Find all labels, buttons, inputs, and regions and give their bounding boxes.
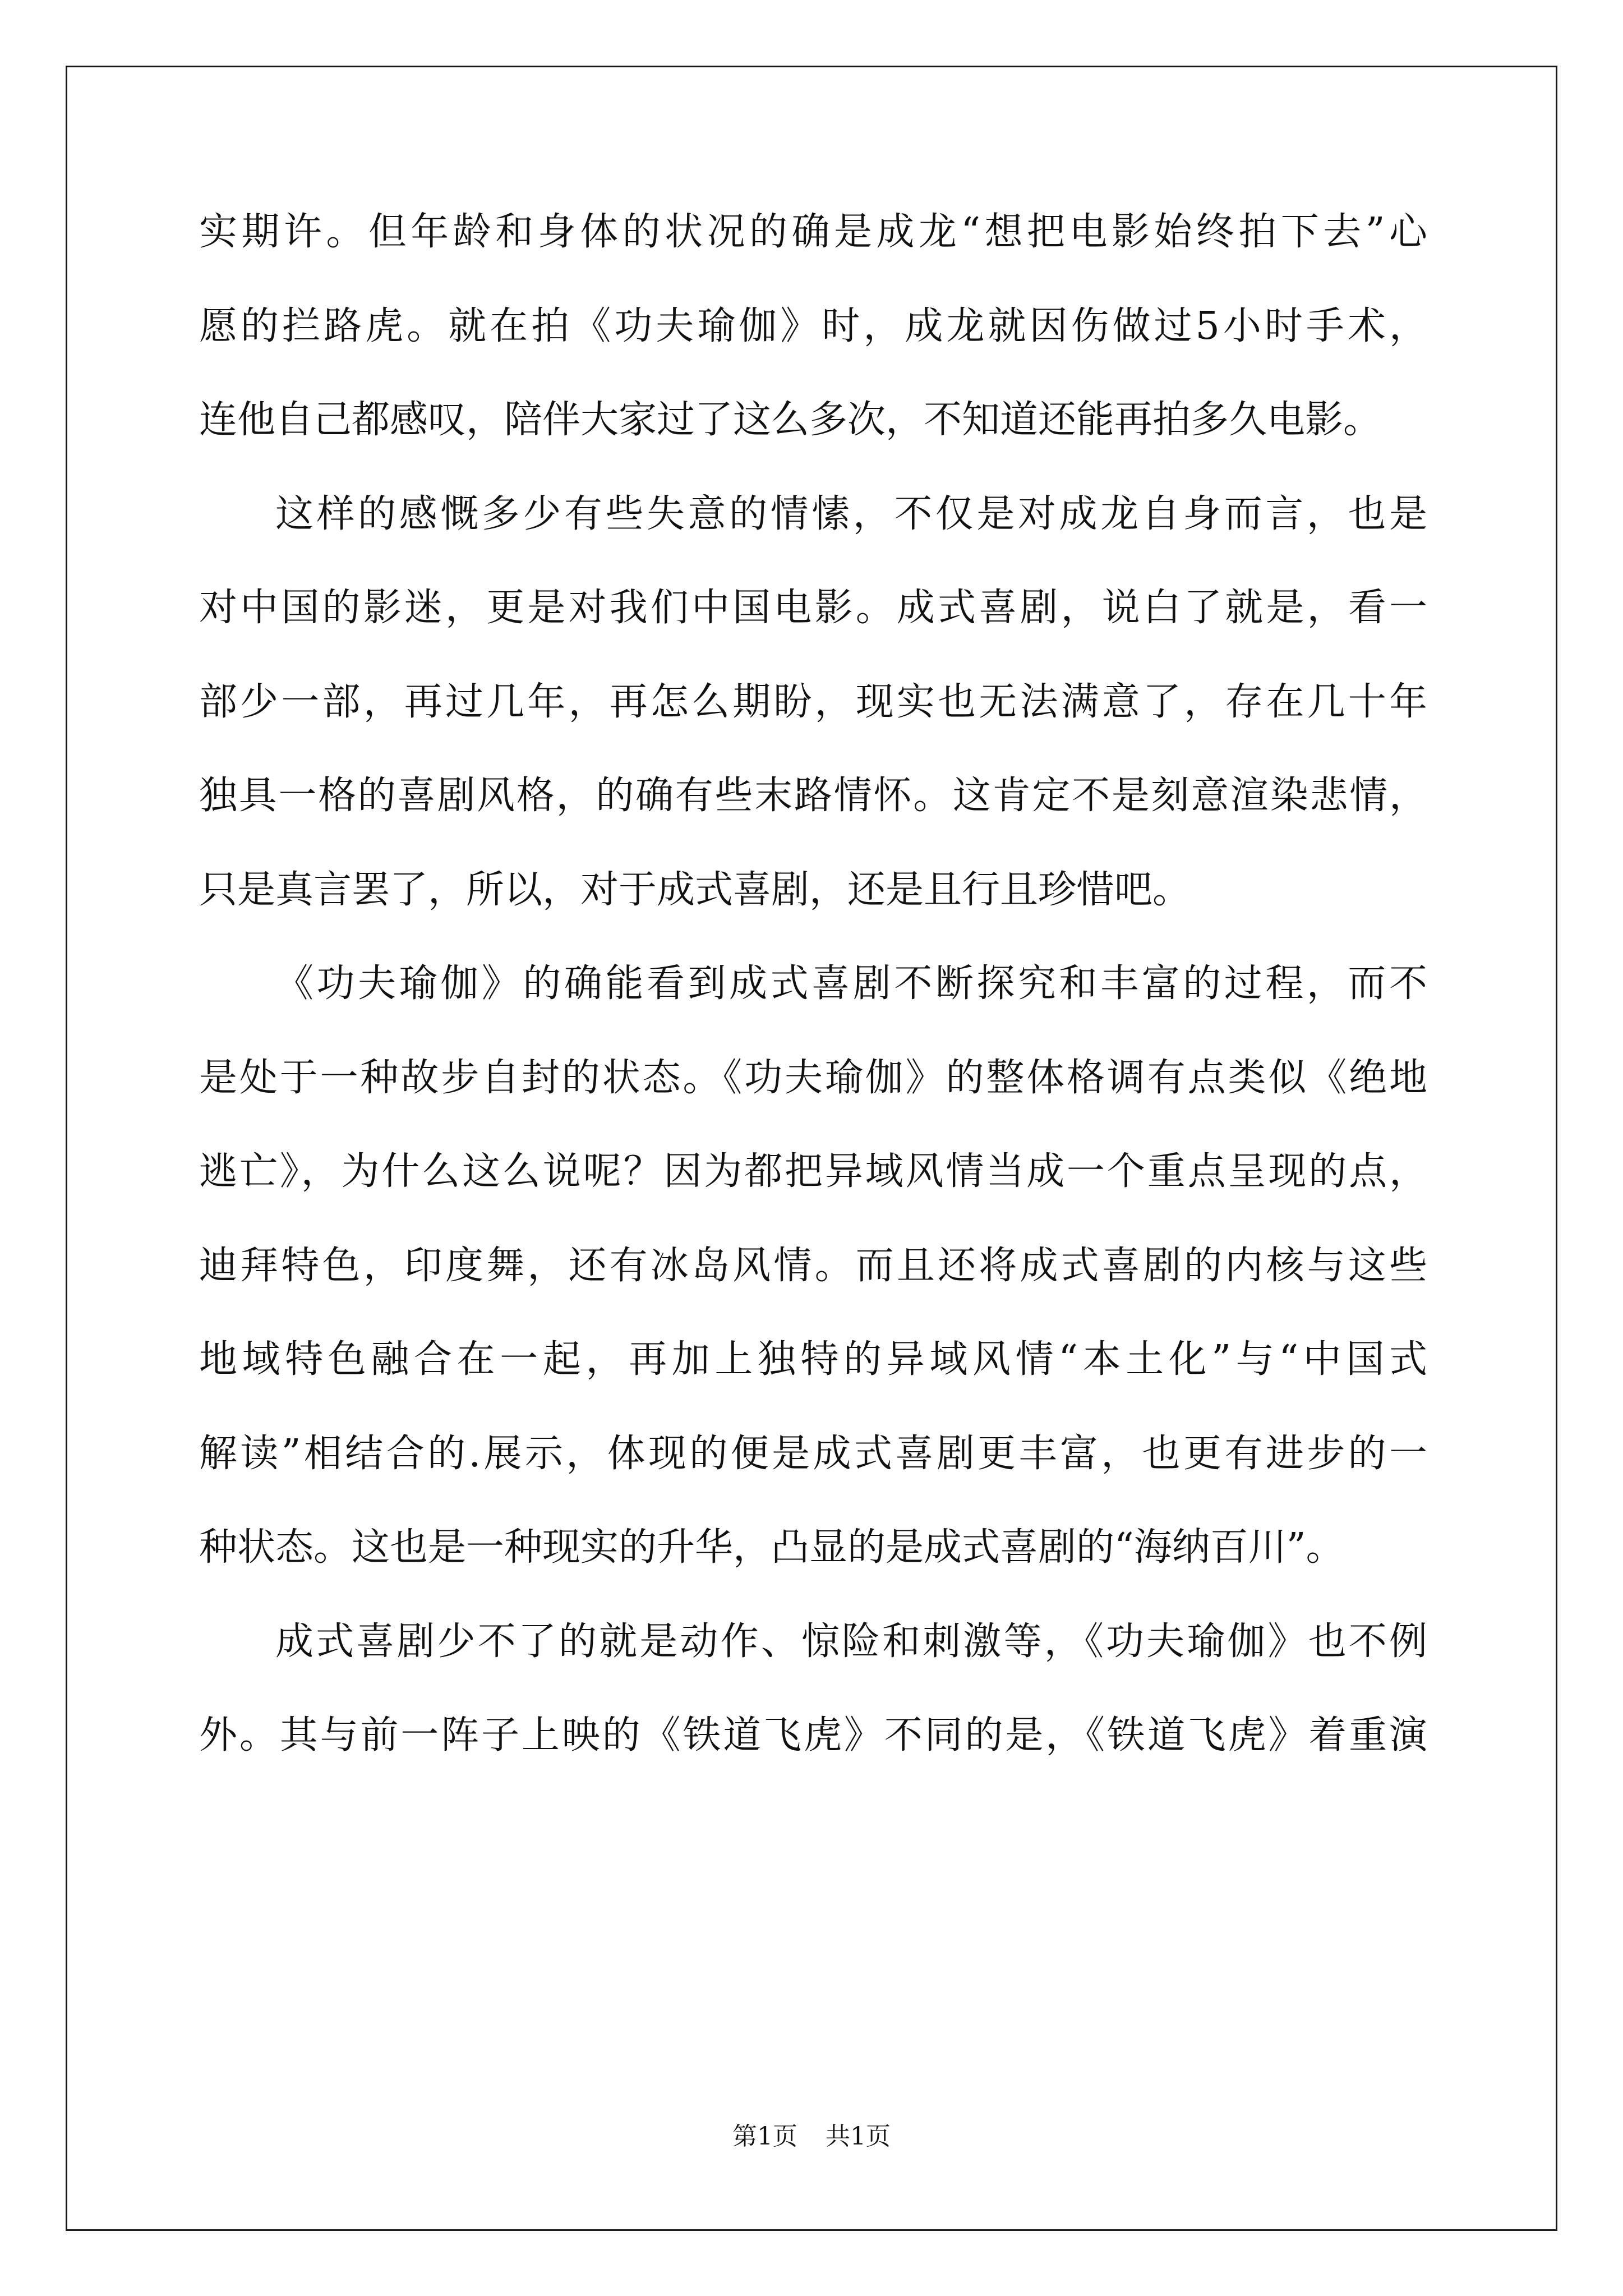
text-line: 地域特色融合在一起，再加上独特的异域风情“本土化”与“中国式	[199, 1337, 1427, 1382]
text-line: 外。其与前一阵子上映的《铁道飞虎》不同的是，《铁道飞虎》着重演	[199, 1713, 1427, 1757]
text-line: 解读”相结合的.展示，体现的便是成式喜剧更丰富，也更有进步的一	[199, 1431, 1427, 1476]
page-number: 第1页	[732, 2122, 797, 2151]
page-footer	[0, 2116, 1623, 2152]
text-line: 愿的拦路虎。就在拍《功夫瑜伽》时，成龙就因伤做过5小时手术，	[199, 303, 1427, 348]
text-line: 只是真言罢了，所以，对于成式喜剧，还是且行且珍惜吧。	[199, 867, 1191, 912]
text-line: 《功夫瑜伽》的确能看到成式喜剧不断探究和丰富的过程，而不	[275, 961, 1427, 1006]
text-line: 成式喜剧少不了的就是动作、惊险和刺激等，《功夫瑜伽》也不例	[275, 1619, 1427, 1664]
text-line: 是处于一种故步自封的状态。《功夫瑜伽》的整体格调有点类似《绝地	[199, 1055, 1427, 1100]
page-total: 共1页	[826, 2122, 891, 2151]
text-line: 逃亡》，为什么这么说呢？因为都把异域风情当成一个重点呈现的点，	[199, 1149, 1427, 1194]
text-line: 独具一格的喜剧风格，的确有些末路情怀。这肯定不是刻意渲染悲情，	[199, 774, 1427, 818]
text-line: 连他自己都感叹，陪伴大家过了这么多次，不知道还能再拍多久电影。	[199, 398, 1382, 442]
document-body	[199, 185, 1427, 1783]
text-line: 这样的感慨多少有些失意的情愫，不仅是对成龙自身而言，也是	[275, 491, 1427, 536]
text-line: 对中国的影迷，更是对我们中国电影。成式喜剧，说白了就是，看一	[199, 586, 1427, 630]
text-line: 迪拜特色，印度舞，还有冰岛风情。而且还将成式喜剧的内核与这些	[199, 1243, 1427, 1288]
text-line: 部少一部，再过几年，再怎么期盼，现实也无法满意了，存在几十年	[199, 679, 1427, 724]
text-line: 种状态。这也是一种现实的升华，凸显的是成式喜剧的“海纳百川”。	[199, 1525, 1344, 1570]
text-line: 实期许。但年龄和身体的状况的确是成龙“想把电影始终拍下去”心	[199, 210, 1427, 254]
